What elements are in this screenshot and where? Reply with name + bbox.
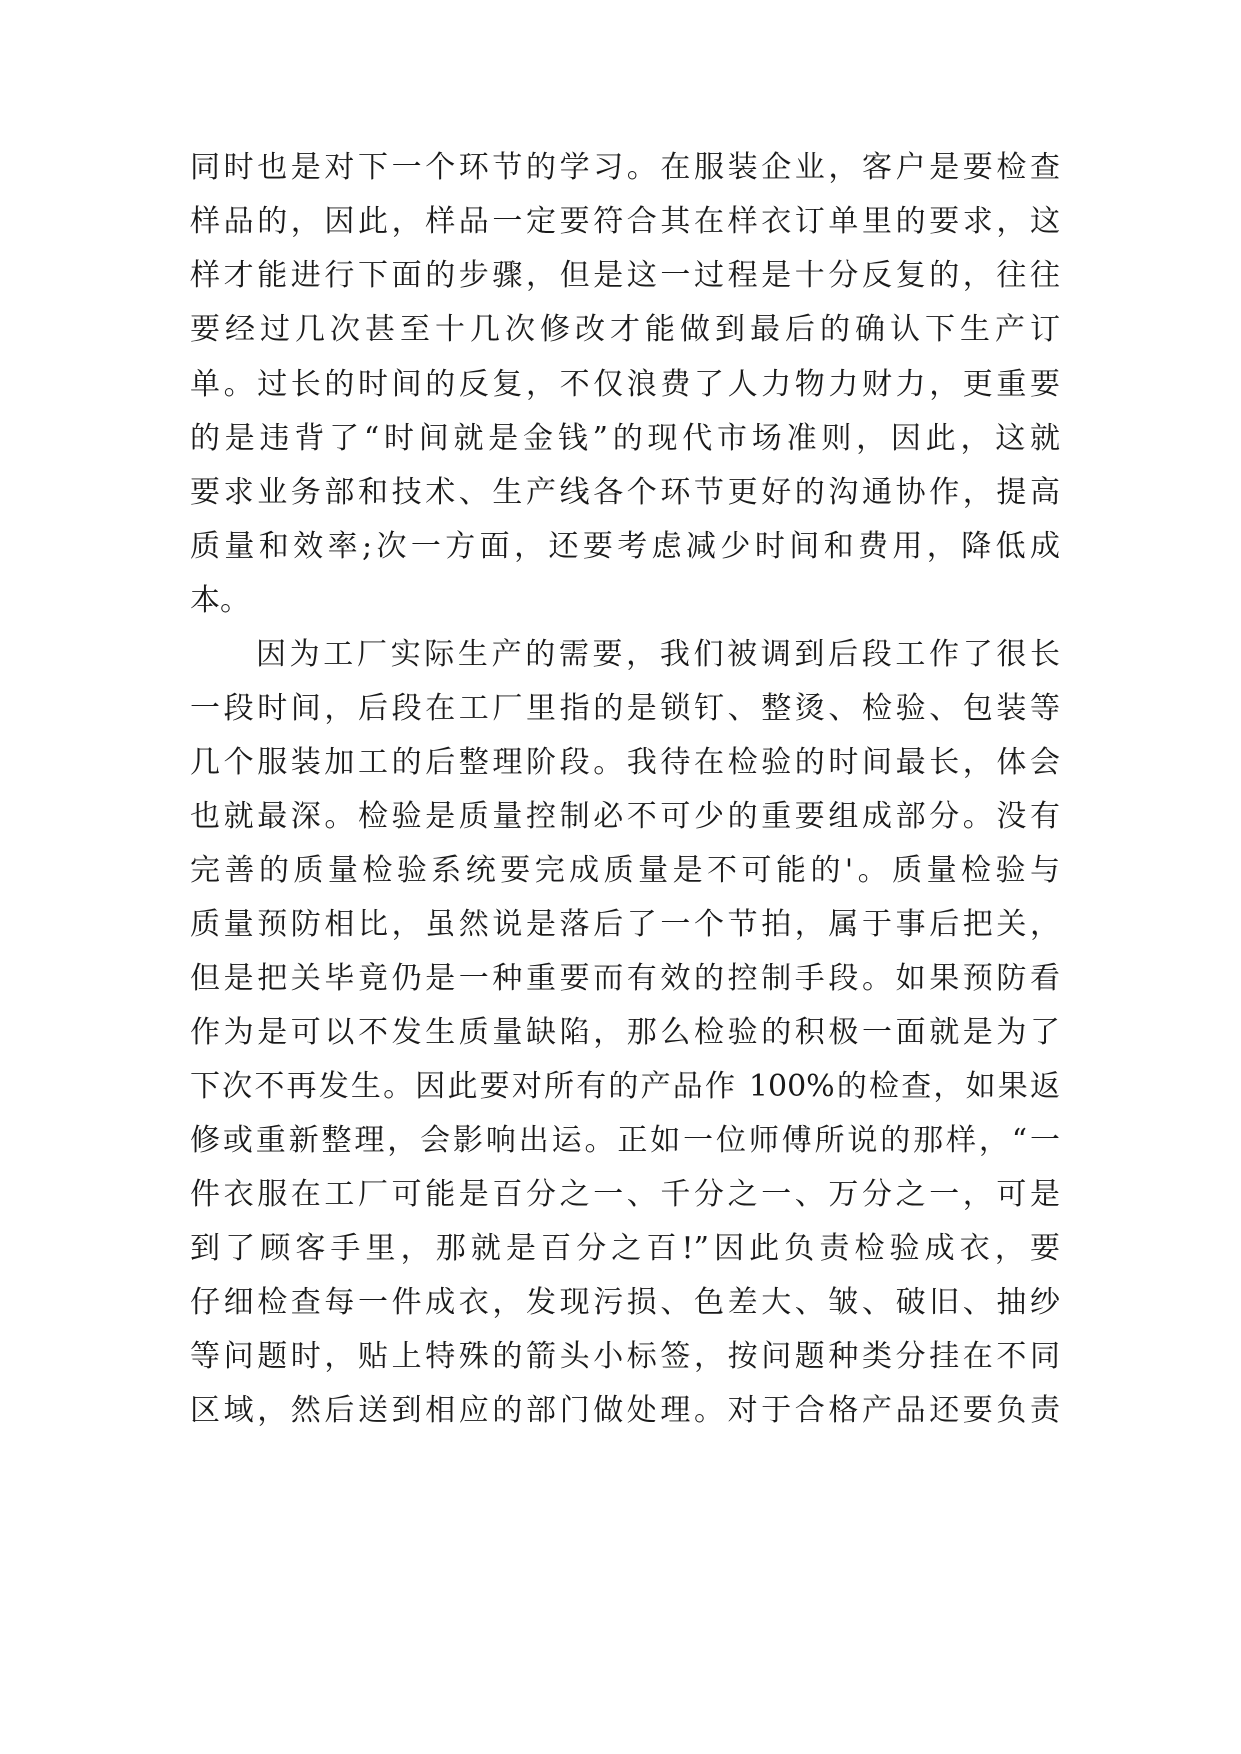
text-line: 仔细检查每一件成衣，发现污损、色差大、皱、破旧、抽纱 bbox=[190, 1285, 1060, 1320]
text-line: 质量和效率;次一方面，还要考虑减少时间和费用，降低成 bbox=[190, 529, 1060, 564]
text-line: 本。 bbox=[190, 583, 250, 618]
text-line: 下次不再发生。因此要对所有的产品作 100%的检查，如果返 bbox=[190, 1069, 1060, 1104]
text-line: 因为工厂实际生产的需要，我们被调到后段工作了很长 bbox=[256, 637, 1060, 672]
text-line: 修或重新整理，会影响出运。正如一位师傅所说的那样，“一 bbox=[190, 1123, 1060, 1158]
text-line: 完善的质量检验系统要完成质量是不可能的'。质量检验与 bbox=[190, 853, 1060, 888]
text-line: 几个服装加工的后整理阶段。我待在检验的时间最长，体会 bbox=[190, 745, 1060, 780]
text-line: 等问题时，贴上特殊的箭头小标签，按问题种类分挂在不同 bbox=[190, 1339, 1060, 1374]
text-line: 样才能进行下面的步骤，但是这一过程是十分反复的，往往 bbox=[190, 258, 1060, 293]
text-line: 要求业务部和技术、生产线各个环节更好的沟通协作，提高 bbox=[190, 475, 1060, 510]
text-line: 的是违背了“时间就是金钱”的现代市场准则，因此，这就 bbox=[190, 421, 1060, 456]
text-line: 单。过长的时间的反复，不仅浪费了人力物力财力，更重要 bbox=[190, 367, 1060, 402]
text-line: 同时也是对下一个环节的学习。在服装企业，客户是要检查 bbox=[190, 150, 1060, 185]
text-line: 样品的，因此，样品一定要符合其在样衣订单里的要求，这 bbox=[190, 204, 1060, 239]
text-line: 区域，然后送到相应的部门做处理。对于合格产品还要负责 bbox=[190, 1393, 1060, 1428]
text-line: 作为是可以不发生质量缺陷，那么检验的积极一面就是为了 bbox=[190, 1015, 1060, 1050]
text-line: 也就最深。检验是质量控制必不可少的重要组成部分。没有 bbox=[190, 799, 1060, 834]
text-line: 到了顾客手里，那就是百分之百!”因此负责检验成衣，要 bbox=[190, 1231, 1060, 1266]
text-line: 件衣服在工厂可能是百分之一、千分之一、万分之一，可是 bbox=[190, 1177, 1060, 1212]
text-line: 一段时间，后段在工厂里指的是锁钉、整烫、检验、包装等 bbox=[190, 691, 1060, 726]
text-line: 要经过几次甚至十几次修改才能做到最后的确认下生产订 bbox=[190, 312, 1060, 347]
text-line: 但是把关毕竟仍是一种重要而有效的控制手段。如果预防看 bbox=[190, 961, 1060, 996]
text-line: 质量预防相比，虽然说是落后了一个节拍，属于事后把关， bbox=[190, 907, 1060, 942]
